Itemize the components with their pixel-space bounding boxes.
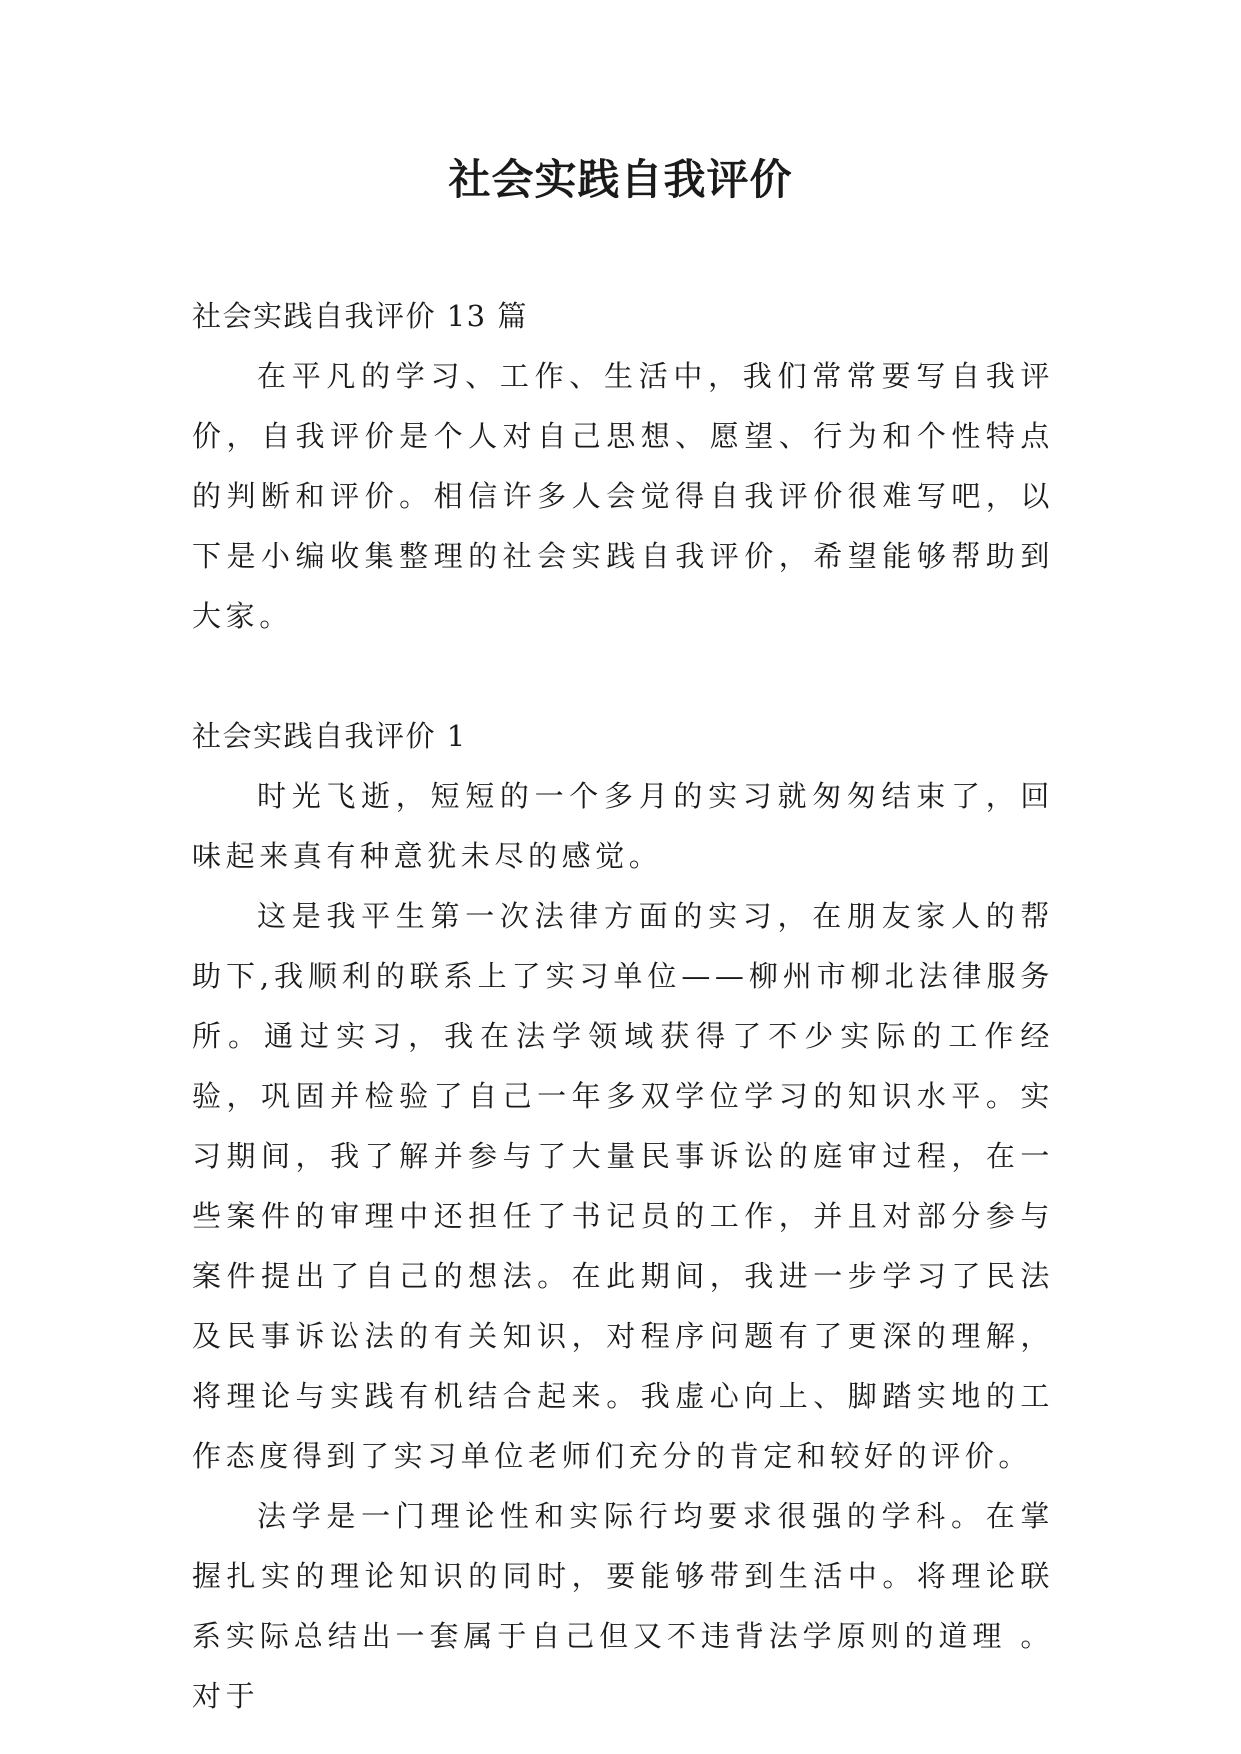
intro-heading: 社会实践自我评价 13 篇 (192, 299, 528, 333)
section-1-paragraph-1: 时光飞逝，短短的一个多月的实习就匆匆结束了，回味起来真有种意犹未尽的感觉。 (192, 779, 1054, 873)
section-1-paragraph-2: 这是我平生第一次法律方面的实习，在朋友家人的帮助下,我顺利的联系上了实习单位——柳州市柳北法律服务所。通过实习，我在法学领域获得了不少实际的工作经验，巩固并检验了自己一年多双学位学习的知识水平。实习期间，我了解并参与了大量民事诉讼的庭审过程，在一些案件的审理中还担任了书记员的工作，并且对部分参与案件提出了自己的想法。在此期间，我进一步学习了民法及民事诉讼法的有关知识，对程序问题有了更深的理解，将理论与实践有机结合起来。我虚心向上、脚踏实地的工作态度得到了实习单位老师们充分的肯定和较好的评价。 (192, 899, 1054, 1473)
document-body (192, 286, 1054, 1726)
document-title: 社会实践自我评价 (448, 155, 793, 204)
section-1-paragraph-3: 法学是一门理论性和实际行均要求很强的学科。在掌握扎实的理论知识的同时，要能够带到生活中。将理论联系实际总结出一套属于自己但又不违背法学原则的道理 。对于 (192, 1499, 1054, 1713)
intro-paragraph: 在平凡的学习、工作、生活中，我们常常要写自我评价，自我评价是个人对自己思想、愿望、行为和个性特点的判断和评价。相信许多人会觉得自我评价很难写吧，以下是小编收集整理的社会实践自我评价，希望能够帮助到大家。 (192, 359, 1054, 633)
section-spacer (192, 646, 1054, 706)
section-1-heading: 社会实践自我评价 1 (192, 719, 467, 753)
